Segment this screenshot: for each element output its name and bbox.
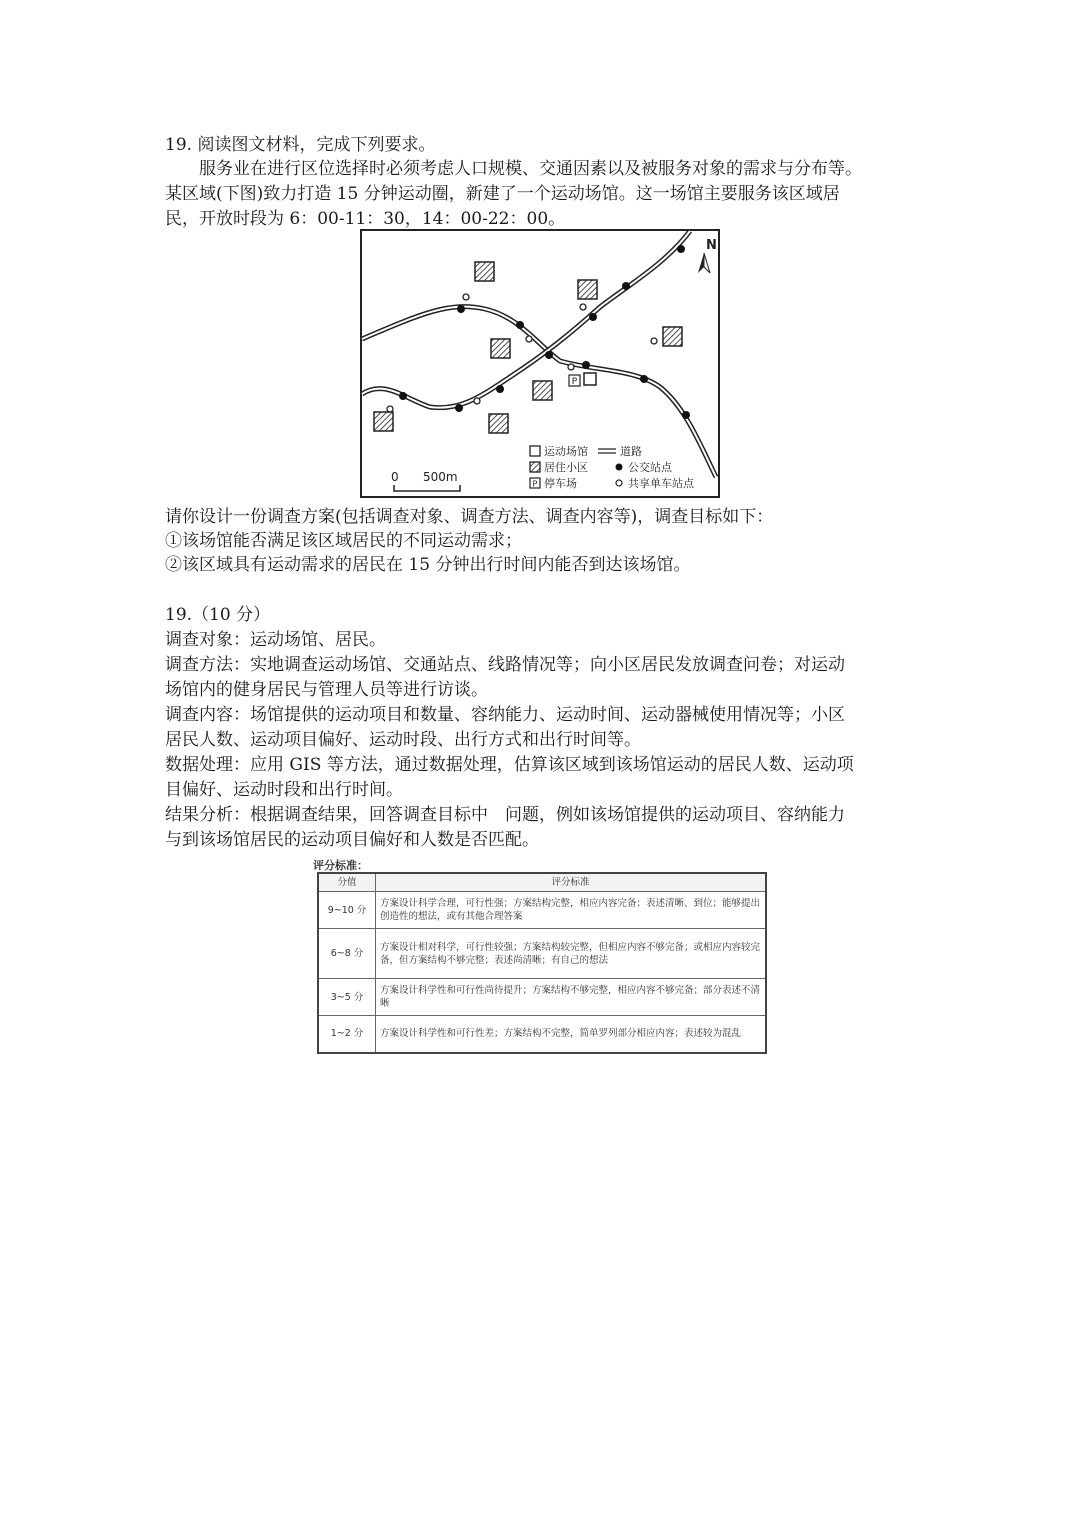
answer-line-4: 调查内容：场馆提供的运动项目和数量、容纳能力、运动时间、运动器械使用情况等；小区 [165, 705, 845, 725]
residential-block [491, 339, 510, 358]
question-title: 19. 阅读图文材料，完成下列要求。 [165, 135, 436, 155]
scoring-rubric [307, 853, 769, 1049]
answer-header: 19.（10 分） [165, 605, 271, 625]
residential-block [533, 381, 552, 400]
legend-residential-label: 居住小区 [544, 461, 588, 474]
answer-line-7: 目偏好、运动时段和出行时间。 [165, 780, 403, 800]
legend-bike-stop-icon [616, 480, 622, 486]
legend-bike-stop-label: 共享单车站点 [628, 477, 694, 490]
legend-road-label: 道路 [620, 445, 642, 458]
rubric-score: 1~2 分 [318, 1016, 376, 1053]
parking-symbol: P [571, 377, 578, 387]
rubric-table [317, 872, 767, 1054]
table-row [318, 929, 766, 979]
region-map [360, 229, 720, 498]
scale-zero: 0 [391, 470, 399, 484]
rubric-score: 9~10 分 [318, 892, 376, 929]
scale-label: 500m [423, 470, 458, 484]
residential-block [475, 262, 494, 281]
rubric-title: 评分标准： [313, 859, 368, 872]
north-label: N [706, 238, 717, 253]
table-row [318, 979, 766, 1016]
rubric-criteria: 方案设计科学合理，可行性强；方案结构完整，相应内容完备；表述清晰、到位；能够提出创造性的想法，或有其他合理答案 [376, 892, 767, 929]
residential-block [578, 280, 597, 299]
legend-parking-label: 停车场 [544, 477, 577, 490]
task-line-3: ②该区域具有运动需求的居民在 15 分钟出行时间内能否到达该场馆。 [165, 555, 691, 575]
task-line-1: 请你设计一份调查方案(包括调查对象、调查方法、调查内容等)，调查目标如下： [165, 507, 774, 527]
legend-bus-stop-label: 公交站点 [628, 461, 672, 474]
question-text-line-2: 某区域(下图)致力打造 15 分钟运动圈，新建了一个运动场馆。这一场馆主要服务该区域居 [165, 184, 840, 204]
legend-residential-icon [530, 462, 540, 472]
rubric-col-score: 分值 [318, 873, 376, 892]
answer-line-2: 调查方法：实地调查运动场馆、交通站点、线路情况等；向小区居民发放调查问卷；对运动 [165, 655, 845, 675]
rubric-score: 6~8 分 [318, 929, 376, 979]
legend-venue-icon [530, 446, 540, 456]
answer-line-1: 调查对象：运动场馆、居民。 [165, 630, 386, 650]
answer-line-3: 场馆内的健身居民与管理人员等进行访谈。 [165, 680, 488, 700]
answer-line-5: 居民人数、运动项目偏好、运动时段、出行方式和出行时间等。 [165, 730, 641, 750]
answer-line-9: 与到该场馆居民的运动项目偏好和人数是否匹配。 [165, 830, 539, 850]
legend-venue-label: 运动场馆 [544, 445, 588, 458]
rubric-score: 3~5 分 [318, 979, 376, 1016]
table-row [318, 892, 766, 929]
residential-block [374, 412, 393, 431]
rubric-criteria: 方案设计相对科学，可行性较强；方案结构较完整，但相应内容不够完备；或相应内容较完备，但方案结构不够完整；表述尚清晰；有自己的想法 [376, 929, 767, 979]
residential-block [489, 414, 508, 433]
residential-block [663, 327, 682, 346]
legend-bus-stop-icon [616, 464, 623, 471]
task-line-2: ①该场馆能否满足该区域居民的不同运动需求； [165, 531, 522, 551]
rubric-header-row [318, 873, 766, 892]
rubric-col-criteria: 评分标准 [376, 873, 767, 892]
sports-venue [584, 373, 596, 385]
answer-line-8: 结果分析：根据调查结果，回答调查目标中 问题，例如该场馆提供的运动项目、容纳能力 [165, 805, 845, 825]
table-row [318, 1016, 766, 1053]
rubric-criteria: 方案设计科学性和可行性尚待提升；方案结构不够完整，相应内容不够完备；部分表述不清晰 [376, 979, 767, 1016]
question-text-line-3: 民，开放时段为 6：00-11：30，14：00-22：00。 [165, 209, 566, 229]
legend-parking-symbol: P [532, 479, 538, 489]
rubric-criteria: 方案设计科学性和可行性差；方案结构不完整，简单罗列部分相应内容；表述较为混乱 [376, 1016, 767, 1053]
answer-line-6: 数据处理：应用 GIS 等方法，通过数据处理，估算该区域到该场馆运动的居民人数、运动项 [165, 755, 854, 775]
question-text-line-1: 服务业在进行区位选择时必须考虑人口规模、交通因素以及被服务对象的需求与分布等。 [199, 159, 862, 179]
map-frame [361, 230, 719, 497]
